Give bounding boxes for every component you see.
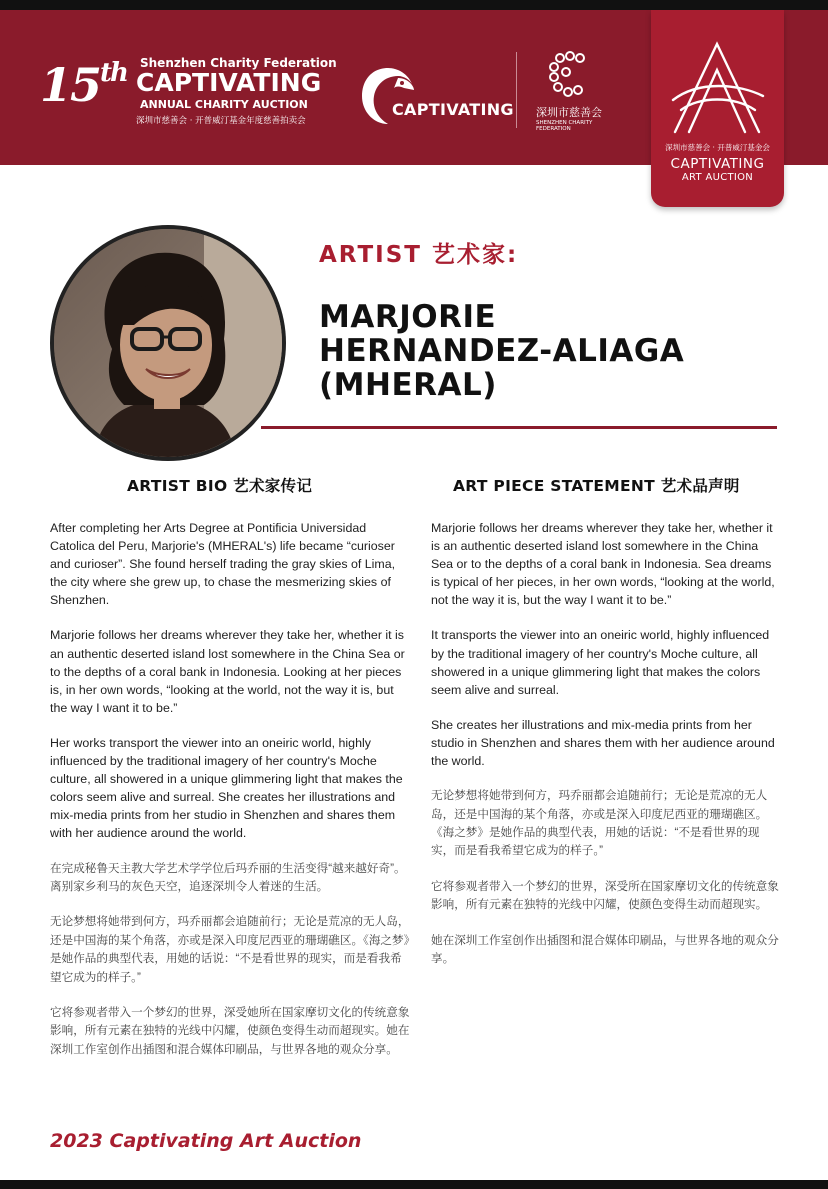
badge-subtitle: ART AUCTION (681, 172, 754, 183)
org-line: Shenzhen Charity Federation (140, 56, 337, 70)
federation-emblem-icon (542, 48, 602, 100)
bio-paragraph: Marjorie follows her dreams wherever they take her, whether it is an authentic deserted island lost somewhere in the China Sea or to the depths of a coral bank in Indonesia. Looking at her pieces is, in her own words, “looking at the world, not the way it is, but the way I want it to be.” (50, 628, 405, 715)
statement-heading: ART PIECE STATEMENT 艺术品声明 (453, 477, 740, 495)
bio-column (50, 519, 410, 1076)
statement-paragraph: She creates her illustrations and mix-media prints from her studio in Shenzhen and shares them with her audience around the world. (431, 717, 775, 769)
artist-portrait (50, 225, 286, 461)
bio-paragraph-cn: 它将参观者带入一个梦幻的世界，深受她所在国家摩切文化的传统意象影响，所有元素在独特的光线中闪耀，使颜色变得生动而超现实。她在深圳工作室创作出插图和混合媒体印刷品，与世界各地的观众分享。 (50, 1005, 410, 1056)
federation-en: SHENZHEN CHARITY FEDERATION (536, 120, 593, 132)
statement-paragraph-cn: 她在深圳工作室创作出插图和混合媒体印刷品，与世界各地的观众分享。 (431, 933, 779, 965)
footer-title: 2023 Captivating Art Auction (50, 1130, 362, 1152)
bio-paragraph: After completing her Arts Degree at Pontificia Universidad Catolica del Peru, Marjorie's (MHERAL's) life became “curioser and curioser”. She found herself trading the gray skies of Lima, the city where she grew up, to chase the mesmerizing skies of Shenzhen. (50, 521, 396, 608)
statement-column (431, 519, 781, 985)
statement-paragraph: It transports the viewer into an oneiric world, highly influenced by the traditional imagery of her country's Moche culture, all showered in a unique glimmering light that makes the colors seem alive and surreal. (431, 628, 770, 697)
captivating-logo-text: CAPTIVATING (392, 100, 514, 119)
artist-label: ARTIST 艺术家: (319, 242, 519, 268)
title-rule (261, 426, 777, 429)
event-number: 15th (40, 58, 127, 112)
header-banner (0, 10, 828, 183)
event-title: CAPTIVATING (136, 68, 322, 97)
event-chinese: 深圳市慈善会 · 开普威汀基金年度慈善拍卖会 (136, 116, 306, 126)
bio-paragraph-cn: 无论梦想将她带到何方，玛乔丽都会追随前行；无论是荒凉的无人岛，还是中国海的某个角落，亦或是深入印度尼西亚的珊瑚礁区。《海之梦》是她作品的典型代表，用她的话说：“不是看世界的现实，而是看我希望它成为的样子。” (50, 915, 410, 984)
artist-name-line: HERNANDEZ-ALIAGA (319, 333, 685, 369)
federation-cn: 深圳市慈善会 (536, 106, 602, 119)
statement-paragraph-cn: 无论梦想将她带到何方，玛乔丽都会追随前行；无论是荒凉的无人岛，还是中国海的某个角落，亦或是深入印度尼西亚的珊瑚礁区。《海之梦》是她作品的典型代表，用她的话说：“不是看世界的现实，而是看我希望它成为的样子。” (431, 789, 768, 858)
statement-paragraph-cn: 它将参观者带入一个梦幻的世界，深受所在国家摩切文化的传统意象影响，所有元素在独特的光线中闪耀，使颜色变得生动而超现实。 (431, 879, 779, 912)
captivating-logo (358, 64, 514, 134)
statement-paragraph: Marjorie follows her dreams wherever they take her, whether it is an authentic deserted island lost somewhere in the China Sea or to the depths of a coral bank in Indonesia. Sea dreams is typical of her pieces, in her own words, “looking at the world, not the way it is, but the way I want it to be.” (431, 521, 775, 608)
artist-name (319, 300, 739, 402)
artist-photo (54, 229, 282, 457)
event-subtitle: ANNUAL CHARITY AUCTION (140, 98, 308, 111)
header-divider (516, 52, 517, 128)
document-sheet (0, 10, 828, 1180)
auction-a-icon (669, 40, 766, 136)
event-logo (40, 52, 337, 132)
artist-name-line: (MHERAL) (319, 367, 497, 403)
bio-paragraph: Her works transport the viewer into an oneiric world, highly influenced by the traditional imagery of her country's Moche culture, all showered in a unique glimmering light that makes the colors seem alive and surreal. She creates her illustrations and mix-media prints from her studio in Shenzhen and shares them with her audience around the world. (50, 735, 403, 841)
federation-logo (532, 48, 612, 138)
badge-cn: 深圳市慈善会 · 开普威汀基金会 (665, 143, 770, 152)
artist-name-line: MARJORIE (319, 299, 497, 335)
bio-heading: ARTIST BIO 艺术家传记 (127, 477, 313, 495)
art-auction-badge (651, 10, 784, 207)
badge-title: CAPTIVATING (670, 156, 765, 172)
artist-photo-illustration (54, 229, 282, 457)
bio-paragraph-cn: 在完成秘鲁天主教大学艺术学学位后玛乔丽的生活变得“越来越好奇”。离别家乡利马的灰色天空，追逐深圳令人着迷的生活。 (50, 861, 406, 893)
